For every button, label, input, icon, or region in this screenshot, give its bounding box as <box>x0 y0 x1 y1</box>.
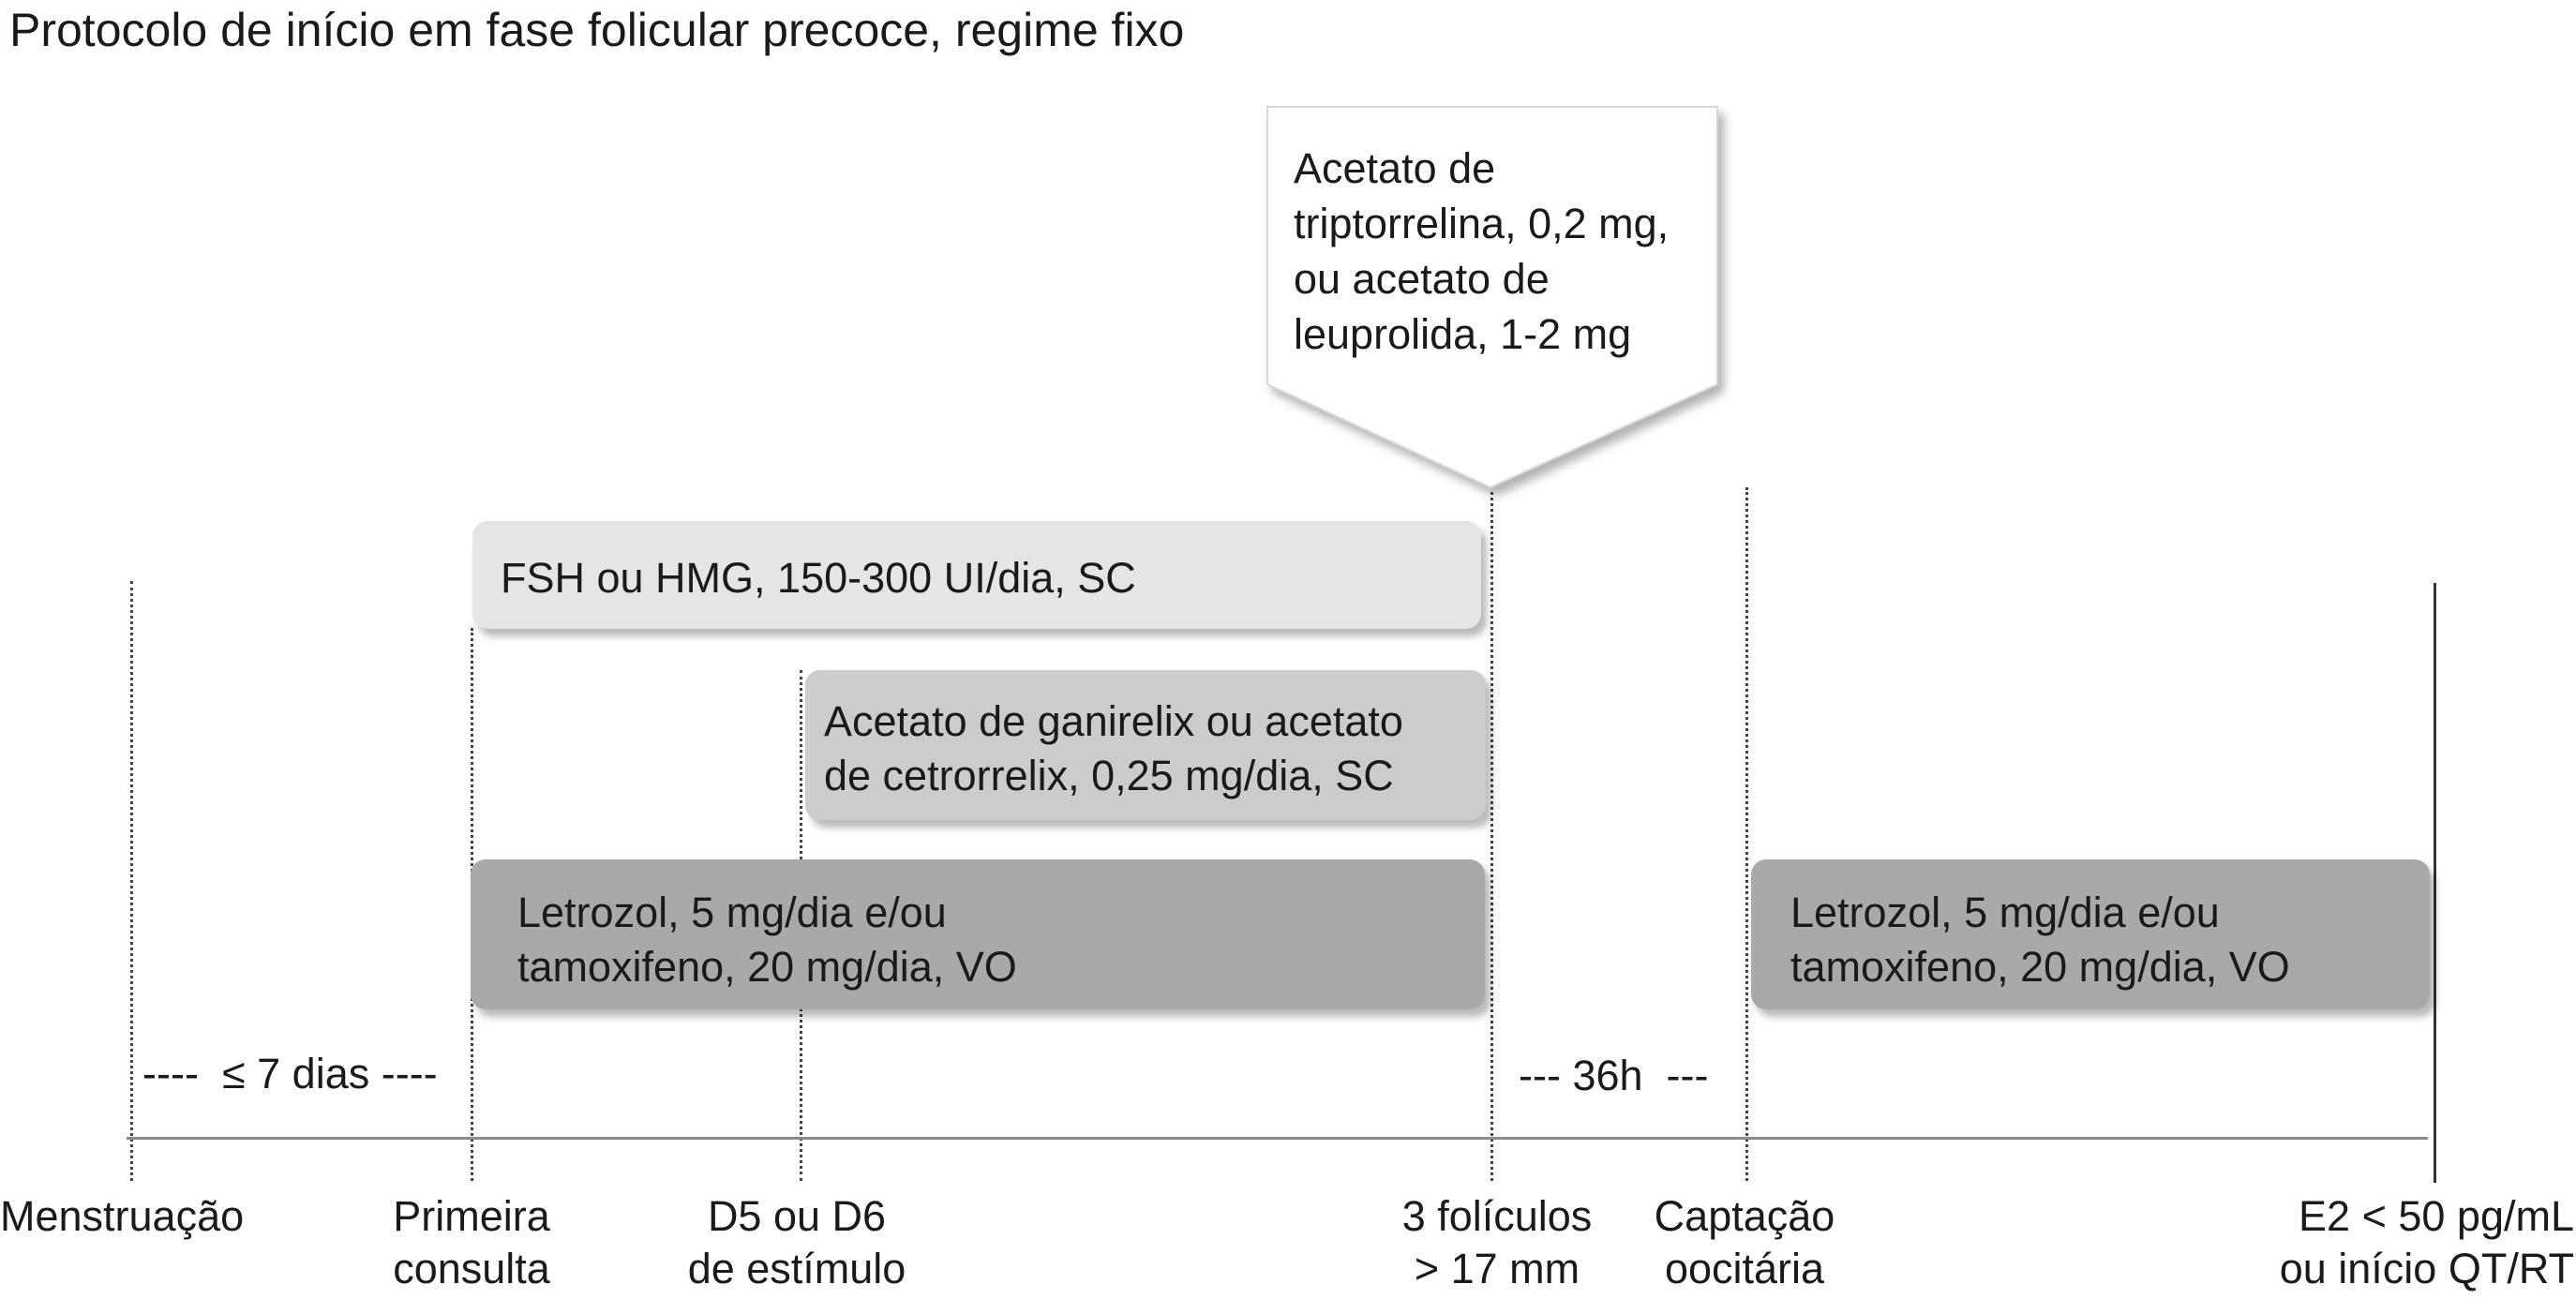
antagonist-bar <box>805 670 1486 820</box>
bar-line: Letrozol, 5 mg/dia e/ou <box>517 888 947 936</box>
trigger-line: leuprolida, 1-2 mg <box>1294 310 1632 358</box>
trigger-line: Acetato de <box>1294 144 1496 192</box>
event-line: E2 < 50 pg/mL <box>2299 1192 2574 1240</box>
diagram-title: Protocolo de início em fase folicular precoce, regime fixo <box>9 4 1185 56</box>
oocyte-retrieval-guide-line <box>1745 487 1748 1181</box>
trigger-text <box>1294 141 1669 362</box>
bar-line: tamoxifeno, 20 mg/dia, VO <box>517 943 1017 991</box>
event-line: D5 ou D6 <box>707 1192 887 1240</box>
timeline-axis <box>127 1137 2428 1140</box>
event-line: consulta <box>393 1245 550 1292</box>
bar-line: Acetato de ganirelix ou acetato <box>824 697 1403 745</box>
event-line: de estímulo <box>687 1245 906 1292</box>
event-oocyte-retrieval <box>1637 1190 1852 1295</box>
event-line: Captação <box>1654 1192 1835 1240</box>
event-menstruation <box>0 1190 244 1243</box>
event-line: Menstruação <box>0 1192 245 1240</box>
event-line: oocitária <box>1664 1245 1825 1292</box>
event-end-criteria <box>2203 1190 2574 1295</box>
end-guide-line <box>2434 583 2436 1183</box>
follicles-guide-line <box>1490 492 1493 1181</box>
event-line: ou início QT/RT <box>2279 1245 2574 1292</box>
letrozol-bar-post-retrieval <box>1751 859 2430 1009</box>
bar-line: Letrozol, 5 mg/dia e/ou <box>1790 888 2220 936</box>
event-follicles <box>1387 1190 1607 1295</box>
event-stimulation-day <box>666 1190 928 1295</box>
event-line: Primeira <box>393 1192 550 1240</box>
bar-line: FSH ou HMG, 150-300 UI/dia, SC <box>501 554 1136 602</box>
bar-line: tamoxifeno, 20 mg/dia, VO <box>1790 943 2290 991</box>
event-line: > 17 mm <box>1414 1245 1580 1292</box>
interval-trigger-retrieval: --- 36h --- <box>1519 1052 1709 1099</box>
bar-line: de cetrorrelix, 0,25 mg/dia, SC <box>824 752 1394 799</box>
trigger-line: triptorrelina, 0,2 mg, <box>1294 200 1670 247</box>
event-line: 3 folículos <box>1401 1192 1593 1240</box>
menstruation-guide-line <box>130 581 133 1181</box>
event-first-consult <box>366 1190 577 1295</box>
letrozol-bar-stimulation <box>471 859 1485 1009</box>
interval-menstruation-consult: ---- ≤ 7 dias ---- <box>142 1050 438 1097</box>
trigger-line: ou acetato de <box>1294 255 1550 303</box>
fsh-hmg-bar <box>472 521 1481 629</box>
